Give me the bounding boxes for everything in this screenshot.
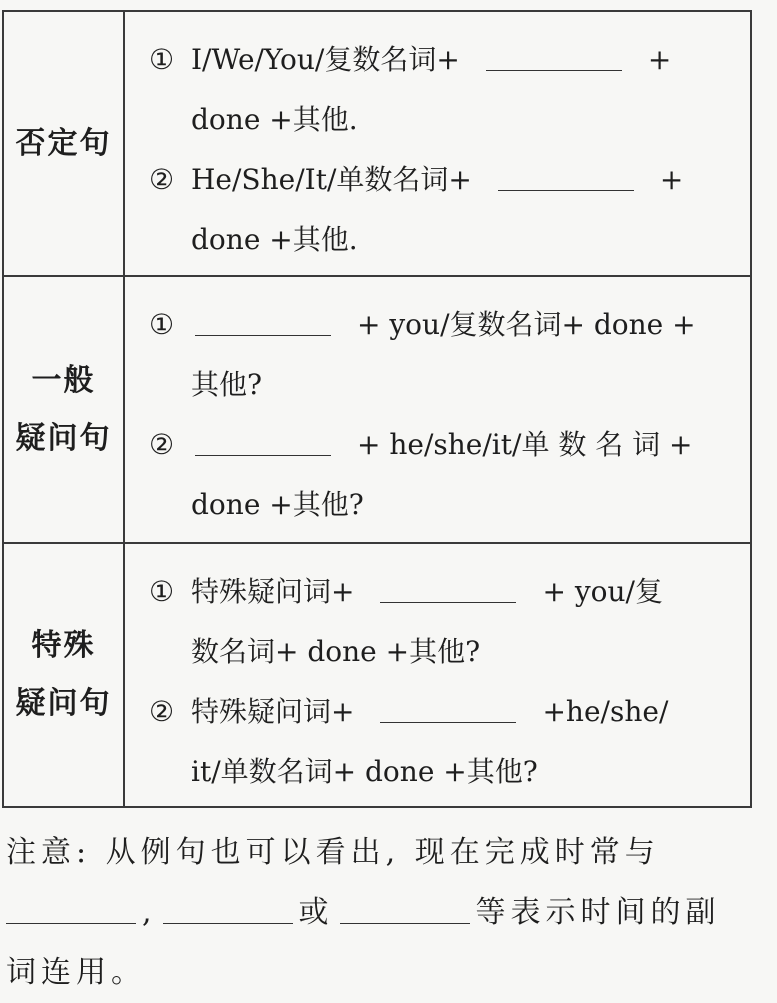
note-line: 词连用。 bbox=[6, 955, 146, 990]
list-item bbox=[149, 682, 736, 802]
row-content-general-question bbox=[125, 277, 750, 544]
item-number: ① bbox=[149, 575, 175, 608]
item-text: +he/she/ bbox=[542, 695, 669, 728]
row-label-negative bbox=[4, 12, 125, 277]
note-paragraph bbox=[6, 823, 756, 1003]
item-text: + he/she/it/单 数 名 词 + bbox=[357, 428, 693, 461]
list-item bbox=[149, 295, 736, 415]
note-or: 或 bbox=[298, 895, 334, 930]
item-text: + you/复数名词+ done + bbox=[357, 308, 696, 341]
item-text: + bbox=[659, 163, 684, 196]
fill-blank[interactable] bbox=[380, 572, 516, 603]
row-label-general-question bbox=[4, 277, 125, 544]
row-content-negative bbox=[125, 12, 750, 277]
item-text: + you/复 bbox=[542, 575, 663, 608]
item-continuation: it/单数名词+ done +其他? bbox=[191, 755, 538, 788]
list-item bbox=[149, 415, 736, 535]
fill-blank[interactable] bbox=[195, 425, 331, 456]
item-text: 特殊疑问词+ bbox=[191, 575, 355, 608]
fill-blank[interactable] bbox=[380, 692, 516, 723]
list-item bbox=[149, 562, 736, 682]
row-label-special-question bbox=[4, 544, 125, 806]
fill-blank[interactable] bbox=[340, 893, 470, 924]
item-text: + bbox=[647, 43, 672, 76]
note-line: 注意: 从例句也可以看出, 现在完成时常与 bbox=[6, 835, 660, 870]
item-number: ② bbox=[149, 428, 175, 461]
note-line bbox=[6, 883, 756, 943]
note-comma: , bbox=[142, 895, 157, 930]
fill-blank[interactable] bbox=[163, 893, 293, 924]
fill-blank[interactable] bbox=[498, 160, 634, 191]
item-continuation: 其他? bbox=[191, 368, 263, 401]
item-number: ② bbox=[149, 695, 175, 728]
item-number: ① bbox=[149, 43, 175, 76]
label-text: 疑问句 bbox=[15, 686, 112, 721]
list-item bbox=[149, 150, 736, 270]
row-content-special-question bbox=[125, 544, 750, 806]
label-text: 否定句 bbox=[15, 125, 112, 161]
list-item bbox=[149, 30, 736, 150]
fill-blank[interactable] bbox=[195, 305, 331, 336]
item-text: I/We/You/复数名词+ bbox=[191, 43, 460, 76]
item-continuation: done +其他. bbox=[191, 223, 358, 256]
item-number: ① bbox=[149, 308, 175, 341]
item-text: He/She/It/单数名词+ bbox=[191, 163, 472, 196]
item-text: 特殊疑问词+ bbox=[191, 695, 355, 728]
note-text: 等表示时间的副 bbox=[475, 895, 721, 930]
label-text: 疑问句 bbox=[15, 420, 112, 456]
item-continuation: done +其他? bbox=[191, 488, 364, 521]
fill-blank[interactable] bbox=[6, 893, 136, 924]
fill-blank[interactable] bbox=[486, 40, 622, 71]
grammar-table bbox=[2, 10, 752, 808]
item-continuation: 数名词+ done +其他? bbox=[191, 635, 481, 668]
item-number: ② bbox=[149, 163, 175, 196]
label-text: 一般 bbox=[31, 362, 96, 398]
label-text: 特殊 bbox=[31, 628, 96, 663]
item-continuation: done +其他. bbox=[191, 103, 358, 136]
